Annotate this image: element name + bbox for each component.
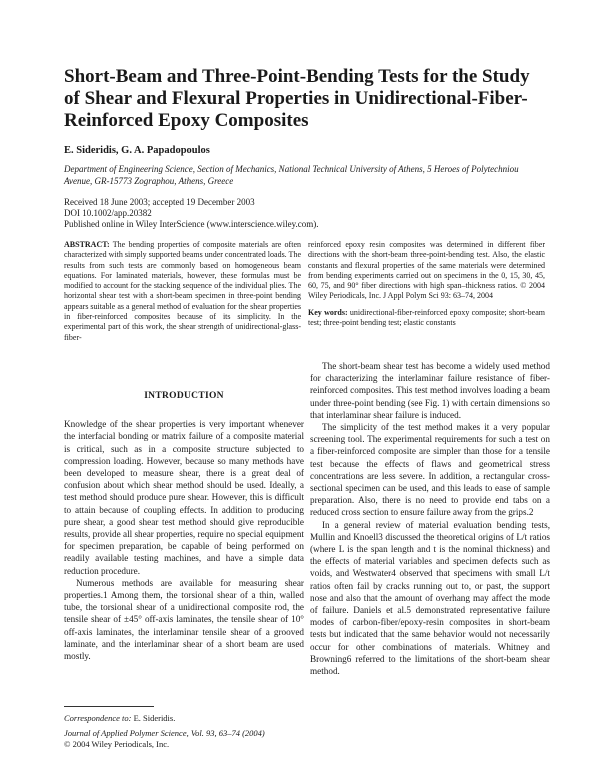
abstract-left-column bbox=[64, 240, 301, 343]
paragraph: The short-beam shear test has become a widely used method for characterizing the interlaminar failure resistance of fiber-reinforced composites. This test method involves loading a beam under three-point bending (see Fig. 1) with certain dimensions so that interlaminar shear failure is induced. bbox=[310, 361, 550, 420]
doi: DOI 10.1002/app.20382 bbox=[64, 208, 152, 218]
publication-dates bbox=[64, 197, 544, 230]
paper-title: Short-Beam and Three-Point-Bending Tests for the Study of Shear and Flexural Properties in Unidirectional-Fiber-Reinforced Epoxy Composites bbox=[64, 66, 530, 131]
keywords bbox=[308, 308, 545, 329]
correspondence-label: Correspondence to: bbox=[64, 713, 132, 723]
abstract-text-left: The bending properties of composite materials are often characterized with simply supported beams under concentrated loads. The results from such tests are commonly based on homogeneous beam equations. For laminated materials, however, these formulas must be modified to account for the stacking sequence of the individual plies. The horizontal shear test with a short-beam specimen in three-point bending appears suitable as a general method of evaluation for the shear properties in fiber-reinforced composites because of its simplicity. In the experimental part of this work, the shear strength of unidirectional-glass-fiber- bbox=[64, 240, 302, 342]
correspondence-footnote bbox=[64, 713, 304, 724]
abstract-label: ABSTRACT: bbox=[64, 240, 110, 249]
abstract-right-column bbox=[308, 240, 545, 328]
received-date: Received 18 June 2003; accepted 19 December 2003 bbox=[64, 197, 255, 207]
journal-line: Journal of Applied Polymer Science, Vol. 93, 63–74 (2004) bbox=[64, 728, 265, 738]
body-left-column bbox=[64, 390, 304, 662]
correspondence-name: E. Sideridis. bbox=[133, 713, 176, 723]
abstract-text-right: reinforced epoxy resin composites was determined in different fiber directions with the short-beam three-point-bending test. Also, the elastic constants and flexural properties of the same materials were determined from bending experiments carried out on specimens in the 0, 15, 30, 45, 60, 75, and 90° fiber directions with high span–thickness ratios. © 2004 Wiley Periodicals, Inc. J Appl Polym Sci 93: 63–74, 2004 bbox=[308, 240, 545, 301]
affiliation: Department of Engineering Science, Section of Mechanics, National Technical University of Athens, 5 Heroes of Polytechniou Avenue, GR-15773 Zographou, Athens, Greece bbox=[64, 164, 519, 186]
paragraph: In a general review of material evaluation bending tests, Mullin and Knoell3 discussed the theoretical origins of L/t ratios (where L is the span length and t is the nominal thickness) and the effects of material variables and specimen defects such as voids, and Westwater4 observed that specimens with small L/t ratios often fail by cracks running out to, or past, the support nose and also that the amount of overhang may affect the mode of failure. Daniels et al.5 demonstrated representative failure modes of carbon-fiber/epoxy-resin composites in short-beam tests but indicated that the same behavior would not necessarily occur for other combinations of materials. Whitney and Browning6 referred to the limitations of the short-beam shear method. bbox=[310, 519, 550, 677]
copyright-line: © 2004 Wiley Periodicals, Inc. bbox=[64, 738, 170, 749]
published-online: Published online in Wiley InterScience (www.interscience.wiley.com). bbox=[64, 219, 319, 229]
keywords-label: Key words: bbox=[308, 307, 348, 317]
paragraph: Numerous methods are available for measuring shear properties.1 Among them, the torsional shear of a thin, walled tube, the torsional shear of a unidirectional composite rod, the tensile shear of ±45° off-axis laminates, the tensile shear of 10° off-axis laminates, the interlaminar tensile shear of a grooved laminate, and the interlaminar shear of a short beam are used mostly. bbox=[64, 577, 304, 662]
paragraph: Knowledge of the shear properties is very important whenever the interfacial bonding or matrix failure of a composite material is critical, such as in a composite structure subjected to compression loading. However, because so many methods have been developed to measure shear, there is a great deal of confusion about which shear method should be used. Ideally, a test method should produce pure shear. However, this is difficult to attain because of coupling effects. In addition to producing pure shear, a good shear test method should give reproducible results, provide all shear properties, require no special equipment for specimen preparation, be capable of being performed on readily available testing machines, and have a simple data reduction procedure. bbox=[64, 419, 304, 576]
journal-footer bbox=[64, 728, 304, 749]
keywords-text: unidirectional-fiber-reinforced epoxy composite; short-beam test; three-point bending test; elastic constants bbox=[308, 307, 546, 328]
section-heading-introduction: INTRODUCTION bbox=[144, 391, 224, 401]
footnote-divider bbox=[64, 706, 154, 707]
author-list: E. Sideridis, G. A. Papadopoulos bbox=[64, 145, 210, 156]
paragraph: The simplicity of the test method makes it a very popular screening tool. The experimental requirements for such a test on a fiber-reinforced composite are simpler than those for a tensile test because the effects of flaws and geometrical stress concentrations are less severe. In addition, a rectangular cross-sectional specimen can be used, and this leads to ease of sample preparation. Also, there is no need to provide end tabs on a reduced cross section to ensure failure away from the grips.2 bbox=[310, 422, 550, 518]
body-right-column bbox=[310, 360, 550, 677]
